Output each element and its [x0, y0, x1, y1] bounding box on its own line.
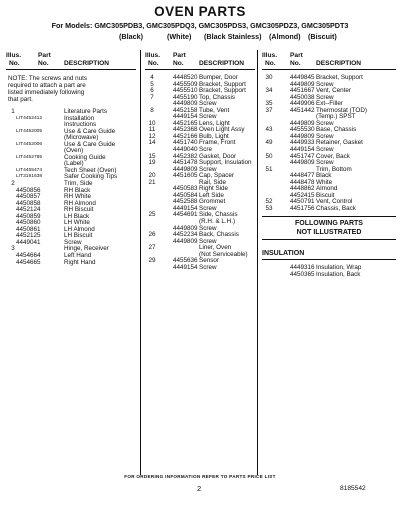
part-description: Gasket, Door — [199, 152, 237, 160]
part-number: 4448478 — [290, 178, 315, 186]
part-number: 4449154 — [173, 204, 198, 212]
part-number: LIT4452005 — [16, 128, 43, 134]
part-number: 4450857 — [16, 193, 41, 201]
part-number: 4448862 — [290, 185, 315, 193]
parts-list — [145, 75, 255, 271]
part-description: Screw — [199, 100, 217, 108]
part-description: Use & Care Guide — [64, 127, 116, 135]
parts-column-1 — [6, 50, 136, 266]
column-divider — [140, 50, 141, 475]
table-row — [6, 260, 136, 267]
part-number: 4452368 — [173, 126, 198, 134]
part-description: Screw — [316, 80, 334, 88]
illus-number: 43 — [265, 126, 273, 134]
part-number: 4449809 — [290, 159, 315, 167]
part-description: Screw — [199, 113, 217, 121]
illus-number: 20 — [148, 172, 156, 180]
illus-number: 30 — [265, 74, 273, 81]
part-number: 4450038 — [290, 93, 315, 101]
part-description: Insulation, Wrap — [316, 264, 362, 272]
part-description: Back, Chassis — [199, 231, 239, 239]
illus-number: 35 — [265, 100, 273, 108]
part-description: Bracket, Support — [316, 74, 363, 81]
part-number: 4455190 — [173, 93, 198, 101]
part-number: 4450861 — [16, 225, 41, 233]
part-description: Tube, Vent — [199, 106, 230, 114]
part-number: LIT4452006 — [16, 141, 43, 147]
part-description: Trim, Bottom — [316, 165, 352, 173]
part-description: LH Black — [64, 212, 90, 220]
illus-number: 26 — [148, 231, 156, 239]
part-description: (R.H. & L.H.) — [199, 218, 236, 226]
illus-number: 5 — [150, 80, 154, 88]
column-divider — [257, 50, 258, 475]
part-description: Safer Cooking Tips — [64, 173, 118, 181]
color-label: (Black) — [119, 32, 143, 41]
illus-label: Illus. — [6, 52, 22, 59]
part-description: Support, Insulation — [199, 159, 252, 167]
table-row — [262, 206, 396, 213]
part-description: White — [316, 178, 333, 186]
part-description: Screw — [316, 159, 334, 167]
part-number: 4449041 — [16, 238, 41, 246]
part-description: Bumper, Door — [199, 74, 238, 81]
part-description: Right Hand — [64, 258, 96, 266]
part-description: Sensor — [199, 257, 219, 265]
page-title: OVEN PARTS — [154, 4, 246, 19]
list-item — [262, 272, 396, 279]
part-description: Scre — [199, 146, 212, 154]
part-description: Screw — [316, 146, 334, 154]
part-description: Bracket, Support — [199, 87, 246, 95]
column-header — [145, 50, 255, 70]
part-description: Right Side — [199, 185, 229, 193]
parts-column-3 — [262, 50, 396, 279]
illus-number: 37 — [265, 106, 273, 114]
no-label: No. — [290, 60, 301, 67]
part-description: Liner, Oven — [199, 244, 232, 252]
part-number: 4455509 — [173, 80, 198, 88]
part-number: 4451747 — [290, 152, 315, 160]
table-row — [145, 265, 255, 272]
illus-number: 19 — [148, 159, 156, 167]
part-number: 4450860 — [16, 219, 41, 227]
part-description: Frame, Front — [199, 139, 236, 147]
illus-number: 2 — [11, 180, 15, 188]
illus-number: 27 — [148, 244, 156, 252]
part-description: Left Hand — [64, 252, 92, 260]
illus-number: 15 — [148, 152, 156, 160]
part-description: Base, Chassis — [316, 126, 357, 134]
part-description: Rail, Side — [199, 178, 226, 186]
no-label: No. — [9, 60, 20, 67]
parts-list — [262, 75, 396, 212]
part-description: (Not Serviceable) — [199, 250, 248, 258]
part-description: Screw — [199, 263, 217, 271]
part-description: (Temp.) SPST — [316, 113, 356, 121]
insulation-list — [262, 265, 396, 278]
part-description: Screw — [199, 224, 217, 232]
model-list: For Models: GMC305PDB3, GMC305PDQ3, GMC305PDS3, GMC305PDZ3, GMC305PDT3 — [51, 21, 349, 30]
part-number: 4449809 — [173, 100, 198, 108]
illus-number: 14 — [148, 139, 156, 147]
note-line: required to attach a part are — [8, 82, 86, 89]
part-number: 4452158 — [173, 106, 198, 114]
no-label: No. — [38, 60, 49, 67]
part-number: 4449809 — [290, 80, 315, 88]
part-number: 4450583 — [173, 185, 198, 193]
note-block — [6, 75, 136, 109]
part-number: 4452125 — [16, 232, 41, 240]
part-description: Oven Light Assy — [199, 126, 245, 134]
part-description: Left Side — [199, 191, 224, 199]
part-label: Part — [38, 52, 51, 59]
part-number: 4451740 — [173, 139, 198, 147]
part-number: 4449809 — [173, 165, 198, 173]
part-number: 4449154 — [173, 263, 198, 271]
part-description: Biscuit — [316, 191, 335, 199]
illus-number: 1 — [11, 108, 15, 115]
illus-number: 50 — [265, 152, 273, 160]
part-number: 4449809 — [173, 237, 198, 245]
part-number: 4450365 — [290, 271, 315, 279]
note-line: NOTE: The screws and nuts — [8, 75, 87, 82]
part-description: Bulb, Light — [199, 132, 229, 140]
parts-column-2 — [145, 50, 255, 271]
column-header — [262, 50, 396, 70]
following-parts-label: FOLLOWING PARTS — [295, 220, 363, 228]
part-number: 4448477 — [290, 172, 315, 180]
description-label: DESCRIPTION — [64, 60, 110, 67]
part-number: 4450856 — [16, 186, 41, 194]
part-description: Instructions — [64, 121, 97, 129]
illus-number: 8 — [150, 106, 154, 114]
part-number: 4452166 — [173, 132, 198, 140]
note-line: listed immediately following — [8, 89, 85, 96]
part-description: Literature Parts — [64, 108, 108, 115]
part-number: 4451756 — [290, 204, 315, 212]
part-number: 4451667 — [290, 87, 315, 95]
part-number: 4449154 — [290, 146, 315, 154]
part-number: 4449809 — [173, 224, 198, 232]
part-description: Hinge, Receiver — [64, 245, 109, 253]
parts-list — [6, 109, 136, 266]
part-description: Bracket, Support — [199, 80, 246, 88]
part-number: 4455530 — [290, 126, 315, 134]
part-number: 4455636 — [173, 257, 198, 265]
color-label: (White) — [167, 32, 192, 41]
part-number: 4454665 — [16, 258, 41, 266]
not-illustrated-banner — [262, 216, 396, 240]
part-number: LIT4455474 — [16, 167, 43, 173]
part-description: Thermostat (TOD) — [316, 106, 367, 114]
no-label: No. — [173, 60, 184, 67]
part-label: Part — [173, 52, 186, 59]
part-description: Vent, Center — [316, 87, 352, 95]
part-number: LIT4452412 — [16, 115, 43, 121]
illus-number: 29 — [148, 257, 156, 265]
part-description: Use & Care Guide — [64, 140, 116, 148]
part-number: 4449809 — [290, 119, 315, 127]
part-description: Almond — [316, 185, 338, 193]
part-description: Lens, Light — [199, 119, 230, 127]
part-description: (Microwave) — [64, 134, 99, 142]
part-number: 4449316 — [290, 264, 315, 272]
color-label: (Biscuit) — [308, 32, 337, 41]
part-number: 4449933 — [290, 139, 315, 147]
part-description: LH White — [64, 219, 90, 227]
part-description: RH Almond — [64, 199, 96, 207]
no-label: No. — [148, 60, 159, 67]
part-description: Screw — [199, 204, 217, 212]
part-description: Grommet — [199, 198, 226, 206]
color-label: (Black Stainless) — [204, 32, 262, 41]
part-number: 4448520 — [173, 74, 198, 81]
part-description: Cooking Guide — [64, 153, 106, 161]
part-number: 4452382 — [173, 152, 198, 160]
part-description: Screw — [199, 165, 217, 173]
insulation-heading: INSULATION — [262, 249, 396, 260]
part-description: Insulation, Back — [316, 271, 361, 279]
illus-number: 12 — [148, 132, 156, 140]
part-number: 4452124 — [16, 206, 41, 214]
illus-label: Illus. — [145, 52, 161, 59]
ordering-footer: FOR ORDERING INFORMATION REFER TO PARTS PRICE LIST — [124, 474, 276, 479]
part-number: 4449845 — [290, 74, 315, 81]
part-number: LIT3191638 — [16, 174, 43, 180]
part-description: RH Black — [64, 186, 91, 194]
part-description: Trim, Side — [64, 180, 93, 188]
part-number: 4450858 — [16, 199, 41, 207]
illus-number: 21 — [148, 178, 156, 186]
part-number: 4452415 — [290, 191, 315, 199]
illus-number: 25 — [148, 211, 156, 219]
illus-number: 10 — [148, 119, 156, 127]
illus-number: 51 — [265, 165, 273, 173]
part-description: Screw — [316, 93, 334, 101]
part-description: Screw — [316, 132, 334, 140]
part-number: 4451478 — [173, 159, 198, 167]
part-number: 4450791 — [290, 198, 315, 206]
model-colors — [0, 32, 400, 42]
part-description: Retainer, Gasket — [316, 139, 363, 147]
color-label: (Almond) — [269, 32, 301, 41]
part-number: LIT4452785 — [16, 154, 43, 160]
illus-number: 49 — [265, 139, 273, 147]
description-label: DESCRIPTION — [199, 60, 245, 67]
part-description: RH Biscuit — [64, 206, 94, 214]
illus-number: 52 — [265, 198, 273, 206]
part-description: Black — [316, 172, 332, 180]
part-label: Part — [290, 52, 303, 59]
part-number: 4450859 — [16, 212, 41, 220]
illus-number: 6 — [150, 87, 154, 95]
part-number: 4455510 — [173, 87, 198, 95]
part-number: 4449154 — [173, 113, 198, 121]
part-number: 4449809 — [290, 132, 315, 140]
illus-number: 53 — [265, 204, 273, 212]
part-description: LH Biscuit — [64, 232, 93, 240]
part-description: Side, Chassis — [199, 211, 238, 219]
part-description: Tech Sheet (Oven) — [64, 166, 117, 174]
column-header — [6, 50, 136, 70]
part-description: (Label) — [64, 160, 84, 168]
part-description: Chassis, Back — [316, 204, 356, 212]
part-number: 4452588 — [173, 198, 198, 206]
illus-number: 3 — [11, 245, 15, 253]
part-number: 4449906 — [290, 100, 315, 108]
part-number: 4451442 — [290, 106, 315, 114]
part-description: Cap, Spacer — [199, 172, 235, 180]
part-number: 4449040 — [173, 146, 198, 154]
part-number: 4452165 — [173, 119, 198, 127]
part-description: Ext--Filler — [316, 100, 343, 108]
part-number: 4454664 — [16, 252, 41, 260]
part-description: Cover, Back — [316, 152, 350, 160]
illus-number: 4 — [150, 74, 154, 81]
note-line: that part. — [8, 96, 33, 103]
part-description: LH Almond — [64, 225, 95, 233]
illus-number: 34 — [265, 87, 273, 95]
description-label: DESCRIPTION — [316, 60, 362, 67]
part-number: 4452234 — [173, 231, 198, 239]
part-number: 4454691 — [173, 211, 198, 219]
illus-number: 7 — [150, 93, 154, 101]
illus-label: Illus. — [262, 52, 278, 59]
part-description: (Oven) — [64, 147, 84, 155]
part-description: Screw — [64, 238, 82, 246]
part-description: Vent, Control — [316, 198, 353, 206]
part-description: Installation — [64, 114, 95, 122]
document-number: 8185542 — [340, 485, 366, 492]
page-number: 2 — [197, 484, 202, 493]
not-illustrated-label: NOT ILLUSTRATED — [296, 229, 362, 237]
part-description: RH White — [64, 193, 91, 201]
no-label: No. — [265, 60, 276, 67]
part-description: Top, Chassis — [199, 93, 236, 101]
part-number: 4451605 — [173, 172, 198, 180]
part-number: 4450584 — [173, 191, 198, 199]
part-description: Screw — [316, 119, 334, 127]
part-description: Screw — [199, 237, 217, 245]
illus-number: 11 — [148, 126, 156, 134]
